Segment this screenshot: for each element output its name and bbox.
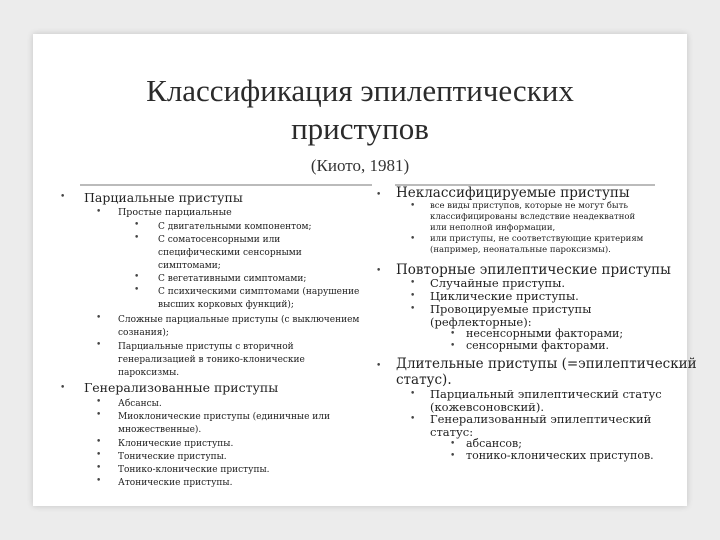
list-item: С соматосенсорными или [158,235,281,245]
list-item: Миоклонические приступы (единичные или [118,412,331,422]
simple-partial-label: Простые парциальные [118,207,232,218]
list-item: Тонико-клонические приступы. [118,465,270,475]
bullet: • [134,220,140,230]
bullet: • [96,450,102,460]
divider-left [80,184,372,186]
list-item: Парциальные приступы с вторичной [118,342,294,352]
list-item: С психическими симптомами (нарушение [158,287,360,297]
bullet: • [96,313,102,323]
list-item: классифицированы вследствие неадекватной [430,212,636,222]
bullet: • [410,234,416,244]
list-item: или приступы, не соответствующие критериям [430,234,644,244]
list-item: Парциальный эпилептический статус [430,387,662,401]
list-item: симптомами; [158,261,221,271]
partial-seizures-heading: Парциальные приступы [84,190,243,205]
list-item: (кожевсоновский). [430,400,544,414]
list-item: или неполной информации, [430,223,556,233]
slide-title [0,72,720,148]
bullet: • [450,329,456,339]
list-item: С двигательными компонентом; [158,222,312,232]
list-item: статус: [430,425,474,439]
bullet: • [376,190,382,200]
bullet: • [96,410,102,420]
list-item: Циклические приступы. [430,289,579,303]
list-item: (рефлекторные): [430,315,532,329]
bullet: • [96,397,102,407]
list-item: сознания); [118,328,169,338]
bullet: • [410,304,416,314]
bullet: • [410,291,416,301]
list-item: все виды приступов, которые не могут быть [430,201,629,211]
bullet: • [410,278,416,288]
list-item: Клонические приступы. [118,439,234,449]
list-item: множественные). [118,425,202,435]
prolonged-seizures-heading: Длительные приступы (=эпилептический [396,356,697,372]
bullet: • [96,463,102,473]
bullet: • [410,414,416,424]
bullet: • [134,272,140,282]
bullet: • [376,266,382,276]
bullet: • [60,192,66,202]
repeated-seizures-heading: Повторные эпилептические приступы [396,262,671,278]
bullet: • [96,476,102,486]
bullet: • [134,285,140,295]
list-item: Сложные парциальные приступы (с выключением [118,315,360,325]
prolonged-seizures-heading-cont: статус). [396,372,452,388]
bullet: • [96,437,102,447]
list-item: Случайные приступы. [430,276,566,290]
list-item: Абсансы. [118,399,162,409]
title-line-2: приступов [291,111,429,146]
bullet: • [96,340,102,350]
list-item: генерализацией в тонико-клонические [118,355,305,365]
list-item: Генерализованный эпилептический [430,412,652,426]
list-item: абсансов; [466,437,522,450]
slide-subtitle: (Киото, 1981) [310,156,410,175]
list-item: С вегетативными симптомами; [158,274,307,284]
bullet: • [60,383,66,393]
bullet: • [96,207,102,217]
bullet: • [410,201,416,211]
list-item: пароксизмы. [118,368,180,378]
generalized-seizures-heading: Генерализованные приступы [84,380,279,395]
bullet: • [450,341,456,351]
bullet: • [450,451,456,461]
title-line-1: Классификация эпилептических [146,73,574,108]
list-item: Провоцируемые приступы [430,302,592,316]
bullet: • [134,233,140,243]
list-item: сенсорными факторами. [466,339,610,352]
list-item: специфическими сенсорными [158,248,302,258]
unclassified-seizures-heading: Неклассифицируемые приступы [396,185,630,201]
list-item: несенсорными факторами; [466,327,624,340]
list-item: высших корковых функций); [158,300,294,310]
bullet: • [376,361,382,371]
list-item: Тонические приступы. [118,452,227,462]
bullet: • [450,439,456,449]
list-item: тонико-клонических приступов. [466,449,654,462]
list-item: Атонические приступы. [118,478,233,488]
bullet: • [410,389,416,399]
list-item: (например, неонатальные пароксизмы). [430,245,611,255]
